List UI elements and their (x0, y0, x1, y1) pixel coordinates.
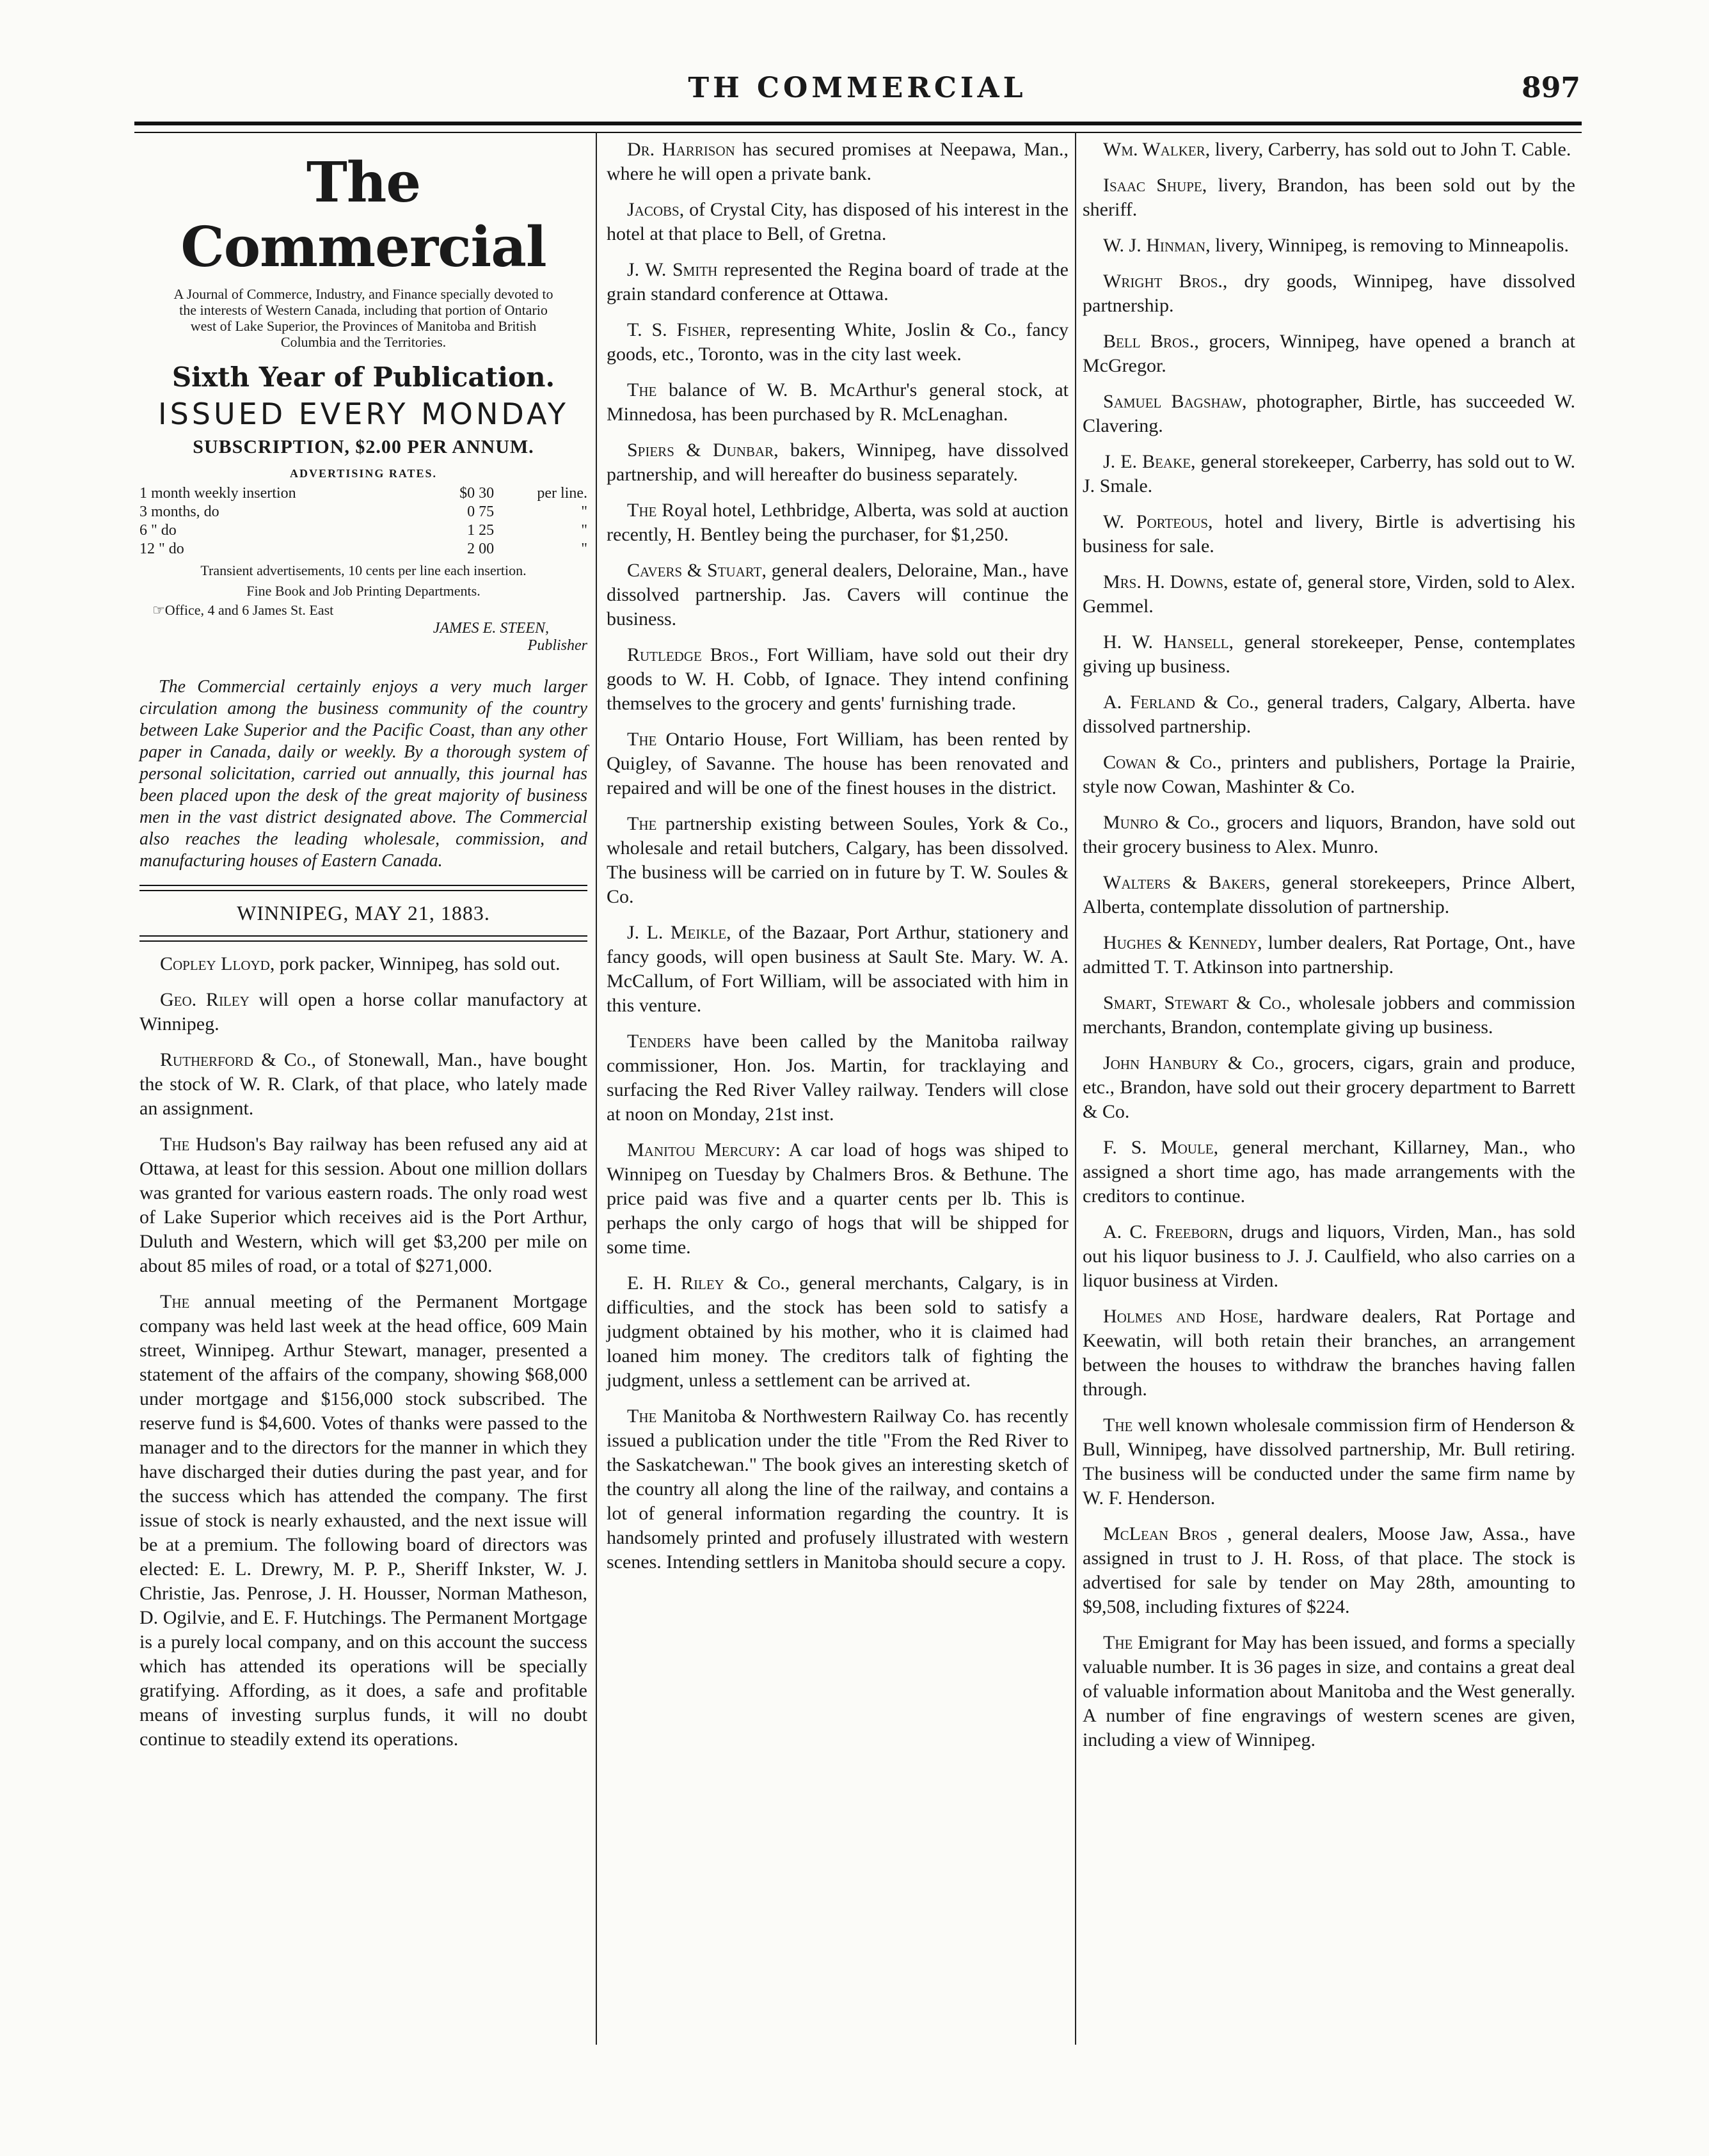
news-item (1083, 1522, 1575, 1619)
news-item (1083, 510, 1575, 559)
news-item-text: Fort William, have sold out their dry goods to W. H. Cobb, of Ignace. They intend confining themselves to the grocery and gents' furnishing trade. (607, 644, 1069, 714)
news-item-text: general dealers, Moose Jaw, Assa., have assigned in trust to J. H. Ross, of that place. The stock is advertised for sale by tender on May 28th, amounting to $9,508, including fixtures of $224. (1083, 1523, 1575, 1617)
subscription-price: SUBSCRIPTION, $2.00 PER ANNUM. (193, 436, 534, 457)
news-item-lead: Cavers & Stuart, (627, 560, 767, 581)
news-item (607, 921, 1069, 1018)
news-item-text: lumber dealers, Rat Portage, Ont., have admitted T. T. Atkinson into partnership. (1083, 932, 1575, 978)
news-item-lead: McLean Bros , (1103, 1523, 1232, 1544)
news-item-lead: The (627, 813, 657, 834)
news-item (1083, 1631, 1575, 1752)
news-item-text: A car load of hogs was shiped to Winnipeg on Tuesday by Chalmers Bros. & Bethune. The price paid was five and a quarter cents per lb. This is perhaps the only cargo of hogs that will be shipped for some time. (607, 1139, 1069, 1258)
rate-price: 2 00 (467, 541, 495, 557)
news-item-lead: The (627, 729, 657, 750)
column-1 (139, 138, 587, 1763)
publisher-name: JAMES E. STEEN, (433, 620, 549, 637)
news-item (607, 1404, 1069, 1574)
news-item-text: of Crystal City, has disposed of his interest in the hotel at that place to Bell, of Gretna. (607, 199, 1069, 244)
news-item-text: general dealers, Deloraine, Man., have dissolved partnership. Jas. Cavers will continue the business. (607, 560, 1069, 630)
column-divider (596, 132, 597, 2045)
rate-term: 6 " do (139, 522, 177, 539)
news-item-lead: Jacobs, (627, 199, 685, 220)
news-item-lead: Wm. Walker, (1103, 139, 1211, 160)
news-item (1083, 991, 1575, 1040)
news-item-lead: Geo. Riley (160, 989, 250, 1010)
news-item-lead: J. E. Beake, (1103, 451, 1196, 472)
news-item (607, 498, 1069, 547)
news-item-lead: The (160, 1134, 190, 1155)
rate-term: 12 " do (139, 541, 184, 557)
news-item-text: Emigrant for May has been issued, and forms a specially valuable number. It is 36 pages in size, and contains a great deal of valuable information about Manitoba and the West generally. A number of fine engravings of western scenes are given, including a view of Winnipeg. (1083, 1632, 1575, 1750)
news-item-lead: Manitou Mercury: (627, 1139, 781, 1161)
news-item (607, 1271, 1069, 1393)
news-item-text: livery, Winnipeg, is removing to Minneapolis. (1210, 235, 1569, 256)
dateline: WINNIPEG, MAY 21, 1883. (237, 901, 490, 924)
running-title: TH COMMERCIAL (688, 72, 1027, 104)
news-item-text: drugs and liquors, Virden, Man., has sold out his liquor business to J. J. Caulfield, who also carries on a liquor business at Virden. (1083, 1221, 1575, 1291)
news-item-lead: Wright Bros., (1103, 271, 1228, 292)
news-item-text: pork packer, Winnipeg, has sold out. (274, 953, 560, 974)
news-item-text: hardware dealers, Rat Portage and Keewatin, will both retain their branches, an arrangement between the houses to withdraw the branches having fallen through. (1083, 1306, 1575, 1400)
news-item (607, 1138, 1069, 1260)
news-item (607, 378, 1069, 427)
news-item-text: livery, Brandon, has been sold out by the sheriff. (1083, 175, 1576, 220)
nameplate-tagline: A Journal of Commerce, Industry, and Finance specially devoted to the interests of Western Canada, including that portion of Ontario west of Lake Superior, the Provinces of Manitoba and British Columbia and the Territories. (173, 286, 553, 350)
rate-term: 3 months, do (139, 503, 219, 520)
news-item (139, 952, 587, 976)
news-item-lead: The (627, 379, 657, 400)
news-item (1083, 1304, 1575, 1402)
transient-rates: Transient advertisements, 10 cents per line each insertion. (200, 562, 527, 578)
news-item (1083, 390, 1575, 438)
double-rule (139, 885, 587, 891)
news-item-text: has secured promises at Neepawa, Man., where he will open a private bank. (607, 139, 1069, 184)
news-item-text: Manitoba & Northwestern Railway Co. has recently issued a publication under the title "From the Red River to the Saskatchewan." The book gives an interesting sketch of the country all along the line of the railway, and contains a lot of general information regarding the country. It is handsomely printed and profusely illustrated with western scenes. Intending settlers in Manitoba should secure a copy. (607, 1406, 1069, 1573)
news-item (607, 1029, 1069, 1127)
news-item-lead: Walters & Bakers, (1103, 872, 1271, 893)
column-3 (1083, 138, 1575, 1764)
news-item (1083, 811, 1575, 859)
news-item-lead: Hughes & Kennedy, (1103, 932, 1262, 953)
news-item-lead: The (160, 1291, 190, 1312)
news-item-lead: A. Ferland & Co., (1103, 692, 1259, 713)
double-rule (139, 935, 587, 942)
news-item-lead: The (1103, 1415, 1133, 1436)
news-item (139, 1132, 587, 1278)
news-item-lead: Holmes and Hose, (1103, 1306, 1264, 1327)
news-item (1083, 690, 1575, 739)
issued-every-monday: ISSUED EVERY MONDAY (158, 397, 569, 431)
news-item-lead: The (627, 1406, 657, 1427)
rate-row (139, 540, 587, 559)
news-item-lead: H. W. Hansell, (1103, 631, 1234, 653)
news-item-text: grocers and liquors, Brandon, have sold out their grocery business to Alex. Munro. (1083, 812, 1575, 857)
news-item-text: estate of, general store, Virden, sold to Alex. Gemmel. (1083, 571, 1575, 617)
news-item (1083, 138, 1575, 162)
news-item-lead: Munro & Co., (1103, 812, 1220, 833)
news-item-text: general storekeeper, Pense, contemplates giving up business. (1083, 631, 1575, 677)
news-item-lead: Bell Bros., (1103, 331, 1199, 352)
news-item-lead: W. J. Hinman, (1103, 235, 1211, 256)
news-item-text: Royal hotel, Lethbridge, Alberta, was sold at auction recently, H. Bentley being the purchaser, for $1,250. (607, 500, 1069, 545)
news-item (1083, 750, 1575, 799)
news-item-lead: T. S. Fisher, (627, 319, 731, 340)
news-item (607, 198, 1069, 246)
rate-row (139, 521, 587, 540)
news-item-text: Hudson's Bay railway has been refused any aid at Ottawa, at least for this session. About one million dollars was granted for various eastern roads. The only road west of Lake Superior which receives aid is the Port Arthur, Duluth and Western, which will get $3,200 per mile on about 85 miles of road, or a total of $271,000. (139, 1134, 587, 1276)
news-item (1083, 931, 1575, 979)
news-item-lead: Rutledge Bros., (627, 644, 759, 665)
news-item-text: general storekeepers, Prince Albert, Alberta, contemplate dissolution of partnership. (1083, 872, 1576, 917)
news-item (607, 559, 1069, 631)
news-item (607, 727, 1069, 800)
news-item-text: have been called by the Manitoba railway commissioner, Hon. Jos. Martin, for tracklaying and surfacing the Red River Valley railway. Tenders will close at noon on Monday, 21st inst. (607, 1031, 1069, 1125)
news-item (607, 138, 1069, 186)
news-item-lead: W. Porteous, (1103, 511, 1213, 532)
news-item-text: dry goods, Winnipeg, have dissolved partnership. (1083, 271, 1575, 316)
rate-unit: " (581, 503, 587, 520)
publisher-title: Publisher (527, 637, 587, 654)
news-item-lead: Dr. Harrison (627, 139, 735, 160)
news-item-text: well known wholesale commission firm of Henderson & Bull, Winnipeg, have dissolved partnership, Mr. Bull retiring. The business will be conducted under the same firm name by W. F. Henderson. (1083, 1415, 1575, 1509)
news-item-lead: E. H. Riley & Co., (627, 1272, 790, 1294)
news-item-text: photographer, Birtle, has succeeded W. Clavering. (1083, 391, 1576, 436)
news-item-text: grocers, cigars, grain and produce, etc., Brandon, have sold out their grocery department to Barrett & Co. (1083, 1052, 1575, 1122)
news-item (1083, 1413, 1575, 1510)
news-item (607, 438, 1069, 487)
news-item-text: annual meeting of the Permanent Mortgage company was held last week at the head office, 609 Main street, Winnipeg. Arthur Stewart, manager, presented a statement of the affairs of the company, showing $68,000 under mortgage and $156,000 stock subscribed. The reserve fund is $4,600. Votes of thanks were passed to the manager and to the directors for the manner in which they have discharged their duties during the past year, and for the success which has attended the company. The first issue of stock is nearly exhausted, and the next issue will be at a premium. The following board of directors was elected: E. L. Drewry, M. P. P., Sheriff Inkster, W. J. Christie, Jas. Penrose, J. H. Housser, Norman Matheson, D. Ogilvie, and E. F. Hutchings. The Permanent Mortgage is a purely local company, and on this account the success which has attended its operations will be specially gratifying. Affording, as it does, a safe and profitable means of investing surplus funds, it will no doubt continue to steadily extend its operations. (139, 1291, 587, 1750)
news-item-lead: Spiers & Dunbar, (627, 440, 779, 461)
news-item-lead: John Hanbury & Co., (1103, 1052, 1284, 1074)
news-item-lead: Smart, Stewart & Co., (1103, 992, 1291, 1013)
news-item (1083, 570, 1575, 619)
news-item (139, 988, 587, 1036)
news-item-lead: Rutherford & Co., (160, 1049, 317, 1070)
news-item (607, 812, 1069, 909)
rate-unit: " (581, 522, 587, 539)
column-2 (607, 138, 1069, 1586)
news-item-text: livery, Carberry, has sold out to John T. Cable. (1210, 139, 1571, 160)
news-item-lead: The (627, 500, 657, 521)
news-item-text: bakers, Winnipeg, have dissolved partnership, and will hereafter do business separately. (607, 440, 1069, 485)
rate-term: 1 month weekly insertion (139, 485, 296, 502)
page-number: 897 (1522, 72, 1580, 104)
rate-price: $0 30 (459, 485, 495, 502)
news-item (1083, 269, 1575, 318)
news-item-lead: F. S. Moule, (1103, 1137, 1219, 1158)
rates-heading: ADVERTISING RATES. (289, 467, 438, 480)
news-item (139, 1048, 587, 1121)
nameplate-title: The Commercial (180, 150, 546, 280)
news-item-text: represented the Regina board of trade at the grain standard conference at Ottawa. (607, 259, 1069, 305)
news-item (1083, 1136, 1575, 1209)
rate-row (139, 503, 587, 521)
news-item (1083, 1051, 1575, 1124)
news-item-text: Ontario House, Fort William, has been rented by Quigley, of Savanne. The house has been renovated and repaired and will be one of the finest houses in the district. (607, 729, 1069, 798)
rate-price: 0 75 (467, 503, 495, 520)
news-item-text: general traders, Calgary, Alberta. have dissolved partnership. (1083, 692, 1575, 737)
news-item-lead: Samuel Bagshaw, (1103, 391, 1247, 412)
news-item-text: will open a horse collar manufactory at Winnipeg. (139, 989, 587, 1034)
rate-unit: per line. (537, 485, 587, 502)
printing-departments: Fine Book and Job Printing Departments. (246, 583, 481, 599)
news-item (607, 643, 1069, 716)
rate-unit: " (581, 541, 587, 557)
column-1-articles (139, 952, 587, 1752)
news-item (1083, 630, 1575, 679)
news-item-lead: J. L. Meikle, (627, 922, 731, 943)
news-item-text: of Stonewall, Man., have bought the stock of W. R. Clark, of that place, who lately made an assignment. (139, 1049, 588, 1119)
news-item-text: printers and publishers, Portage la Prairie, style now Cowan, Mashinter & Co. (1083, 752, 1575, 797)
news-item-text: representing White, Joslin & Co., fancy goods, etc., Toronto, was in the city last week. (607, 319, 1069, 365)
circulation-blurb: The Commercial certainly enjoys a very much larger circulation among the business community of the country between Lake Superior and the Pacific Coast, than any other paper in Canada, daily or weekly. By a thorough system of personal solicitation, carried out annually, this journal has been placed upon the desk of the great majority of business men in the vast district designated above. The Commercial also reaches the leading wholesale, commission, and manufacturing houses of Eastern Canada. (139, 677, 587, 871)
news-item (607, 258, 1069, 306)
news-item-text: general storekeeper, Carberry, has sold out to W. J. Smale. (1083, 451, 1575, 496)
column-divider (1075, 132, 1076, 2045)
news-item-lead: Tenders (627, 1031, 691, 1052)
news-item-lead: J. W. Smith (627, 259, 718, 280)
news-item-text: wholesale jobbers and commission merchants, Brandon, contemplate giving up business. (1083, 992, 1575, 1038)
header-rule (134, 122, 1582, 133)
rate-price: 1 25 (467, 522, 495, 539)
news-item-lead: Copley Lloyd, (160, 953, 275, 974)
sixth-year: Sixth Year of Publication. (171, 361, 555, 393)
rates-table (139, 484, 587, 559)
news-item (1083, 871, 1575, 919)
news-item-lead: The (1103, 1632, 1133, 1653)
news-item-lead: Isaac Shupe, (1103, 175, 1207, 196)
running-header (134, 67, 1580, 124)
news-item (139, 1290, 587, 1752)
news-item (1083, 329, 1575, 378)
news-item-lead: A. C. Freeborn, (1103, 1221, 1234, 1242)
news-item (607, 318, 1069, 367)
office-address: ☞Office, 4 and 6 James St. East (152, 602, 334, 618)
news-item-lead: Mrs. H. Downs, (1103, 571, 1228, 592)
news-item-text: of the Bazaar, Port Arthur, stationery and fancy goods, will open business at Sault Ste. Mary. W. A. McCallum, of Fort William, will be associated with him in this venture. (607, 922, 1069, 1016)
news-item-text: balance of W. B. McArthur's general stock, at Minnedosa, has been purchased by R. McLenaghan. (607, 379, 1069, 425)
news-item-text: general merchant, Killarney, Man., who assigned a short time ago, has made arrangements with the creditors to continue. (1083, 1137, 1575, 1207)
news-item-lead: Cowan & Co., (1103, 752, 1222, 773)
news-item (1083, 1220, 1575, 1293)
news-item (1083, 173, 1575, 222)
news-item-text: general merchants, Calgary, is in difficulties, and the stock has been sold to satisfy a judgment obtained by his mother, who it is claimed had loaned him money. The creditors talk of fighting the judgment, unless a settlement can be arrived at. (607, 1272, 1069, 1391)
news-item (1083, 450, 1575, 498)
news-item (1083, 234, 1575, 258)
news-item-text: grocers, Winnipeg, have opened a branch at McGregor. (1083, 331, 1575, 376)
news-item-text: partnership existing between Soules, York & Co., wholesale and retail butchers, Calgary, has been dissolved. The business will be carried on in future by T. W. Soules & Co. (607, 813, 1069, 907)
news-item-text: hotel and livery, Birtle is advertising his business for sale. (1083, 511, 1576, 557)
rate-row (139, 484, 587, 503)
